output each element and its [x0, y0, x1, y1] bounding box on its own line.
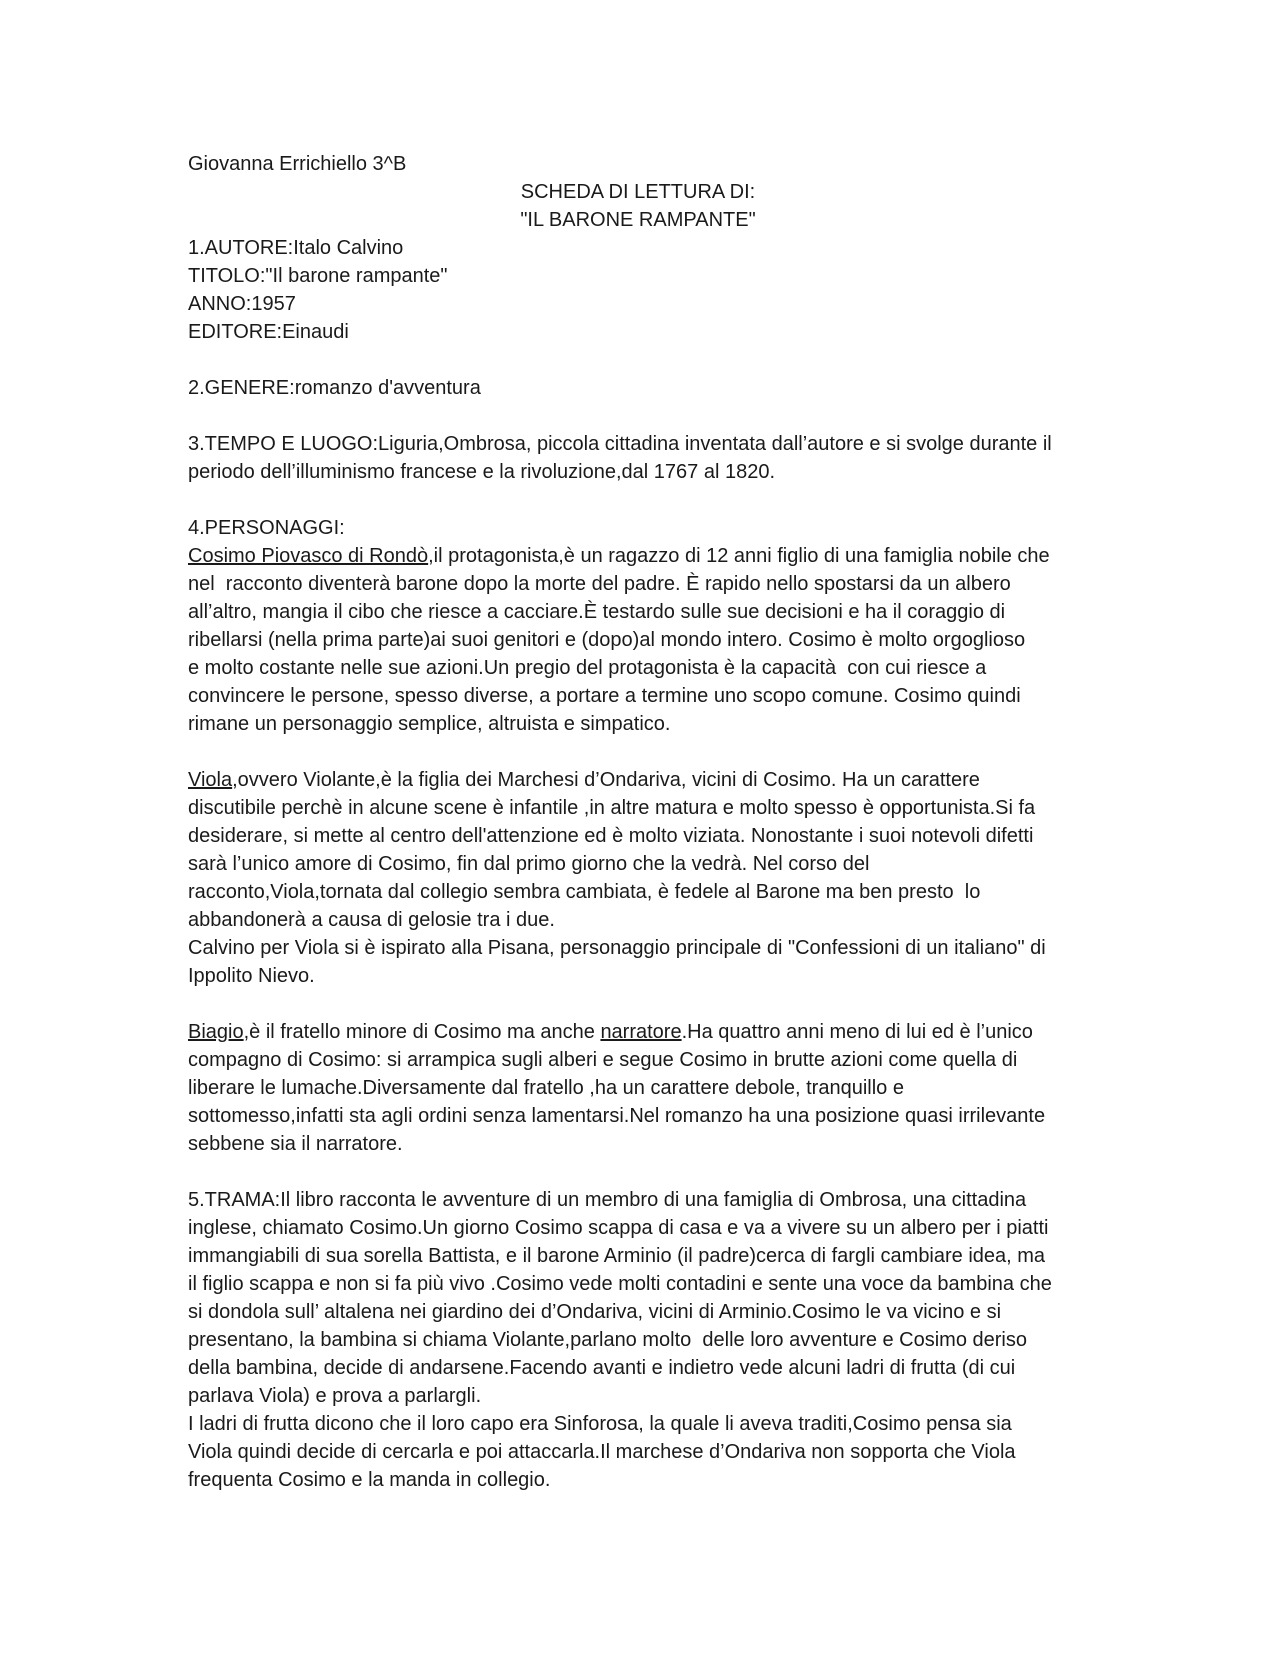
- paragraph-line: racconto,Viola,tornata dal collegio sembra cambiata, è fedele al Barone ma ben presto lo: [188, 881, 981, 903]
- paragraph-line: [188, 766, 1088, 794]
- paragraph-line: Calvino per Viola si è ispirato alla Pisana, personaggio principale di "Confessioni di un italiano" di: [188, 937, 1046, 959]
- character-name-viola: Viola: [188, 769, 233, 791]
- spacer: [188, 990, 1088, 1018]
- paragraph-line: discutibile perchè in alcune scene è infantile ,in altre matura e molto spesso è opportunista.Si fa: [188, 797, 1036, 819]
- paragraph-line: ribellarsi (nella prima parte)ai suoi genitori e (dopo)al mondo intero. Cosimo è molto orgoglioso: [188, 629, 1026, 651]
- narratore-word: narratore: [600, 1021, 682, 1043]
- autore-line: 1.AUTORE:Italo Calvino: [188, 237, 404, 259]
- section-trama: [188, 1186, 1088, 1494]
- spacer: [188, 486, 1088, 514]
- paragraph-line: periodo dell’illuminismo francese e la rivoluzione,dal 1767 al 1820.: [188, 461, 776, 483]
- paragraph-line: della bambina, decide di andarsene.Facendo avanti e indietro vede alcuni ladri di frutta (di cui: [188, 1357, 1016, 1379]
- paragraph-line: inglese, chiamato Cosimo.Un giorno Cosimo scappa di casa e va a vivere su un albero per i piatti: [188, 1217, 1049, 1239]
- paragraph-line: il figlio scappa e non si fa più vivo .Cosimo vede molti contadini e sente una voce da bambina che: [188, 1273, 1052, 1295]
- titolo-line: TITOLO:"Il barone rampante": [188, 265, 448, 287]
- section-tempo-luogo: [188, 430, 1088, 486]
- section-personaggi: [188, 514, 1088, 1158]
- paragraph-line: Ippolito Nievo.: [188, 965, 315, 987]
- title-line-2: "IL BARONE RAMPANTE": [520, 209, 756, 231]
- paragraph-line: liberare le lumache.Diversamente dal fratello ,ha un carattere debole, tranquillo e: [188, 1077, 904, 1099]
- paragraph-line: sottomesso,infatti sta agli ordini senza lamentarsi.Nel romanzo ha una posizione quasi irrilevante: [188, 1105, 1046, 1127]
- personaggi-heading: 4.PERSONAGGI:: [188, 517, 345, 539]
- paragraph-line: immangiabili di sua sorella Battista, e il barone Arminio (il padre)cerca di fargli cambiare idea, ma: [188, 1245, 1046, 1267]
- section-info: [188, 234, 1088, 346]
- character-name-cosimo: Cosimo Piovasco di Rondò: [188, 545, 429, 567]
- character-name-biagio: Biagio: [188, 1021, 244, 1043]
- paragraph-line: I ladri di frutta dicono che il loro capo era Sinforosa, la quale li aveva traditi,Cosimo pensa sia: [188, 1413, 1012, 1435]
- paragraph-line: desiderare, si mette al centro dell'attenzione ed è molto viziata. Nonostante i suoi notevoli difetti: [188, 825, 1034, 847]
- genere-line: 2.GENERE:romanzo d'avventura: [188, 377, 481, 399]
- paragraph-line: convincere le persone, spesso diverse, a portare a termine uno scopo comune. Cosimo quindi: [188, 685, 1021, 707]
- paragraph-line: sarà l’unico amore di Cosimo, fin dal primo giorno che la vedrà. Nel corso del: [188, 853, 870, 875]
- paragraph-line: all’altro, mangia il cibo che riesce a cacciare.È testardo sulle sue decisioni e ha il coraggio di: [188, 601, 1006, 623]
- paragraph-line: frequenta Cosimo e la manda in collegio.: [188, 1469, 551, 1491]
- paragraph-line: 3.TEMPO E LUOGO:Liguria,Ombrosa, piccola cittadina inventata dall’autore e si svolge durante il: [188, 433, 1052, 455]
- author-line: Giovanna Errichiello 3^B: [188, 153, 407, 175]
- title-line-1: SCHEDA DI LETTURA DI:: [520, 181, 756, 203]
- paragraph-text: .Ha quattro anni meno di lui ed è l’unico: [681, 1021, 1033, 1043]
- spacer: [188, 402, 1088, 430]
- paragraph-line: sebbene sia il narratore.: [188, 1133, 403, 1155]
- editore-line: EDITORE:Einaudi: [188, 321, 349, 343]
- document-title: [188, 178, 1088, 234]
- paragraph-line: 5.TRAMA:Il libro racconta le avventure di un membro di una famiglia di Ombrosa, una cittadina: [188, 1189, 1027, 1211]
- document-page: [188, 150, 1088, 1494]
- paragraph-line: e molto costante nelle sue azioni.Un pregio del protagonista è la capacità con cui riesce a: [188, 657, 987, 679]
- paragraph-line: presentano, la bambina si chiama Violante,parlano molto delle loro avventure e Cosimo deriso: [188, 1329, 1027, 1351]
- paragraph-line: [188, 1018, 1088, 1046]
- character-viola: [188, 766, 1088, 990]
- paragraph-line: si dondola sull’ altalena nei giardino dei d’Ondariva, vicini di Arminio.Cosimo le va vicino e si: [188, 1301, 1002, 1323]
- character-cosimo: [188, 542, 1088, 738]
- paragraph-line: rimane un personaggio semplice, altruista e simpatico.: [188, 713, 671, 735]
- paragraph-text: ,è il fratello minore di Cosimo ma anche: [243, 1021, 601, 1043]
- paragraph-line: Viola quindi decide di cercarla e poi attaccarla.Il marchese d’Ondariva non sopporta che Viola: [188, 1441, 1016, 1463]
- spacer: [188, 346, 1088, 374]
- paragraph-line: [188, 542, 1088, 570]
- paragraph-line: parlava Viola) e prova a parlargli.: [188, 1385, 482, 1407]
- paragraph-text: ,ovvero Violante,è la figlia dei Marchesi d’Ondariva, vicini di Cosimo. Ha un carattere: [232, 769, 980, 791]
- anno-line: ANNO:1957: [188, 293, 296, 315]
- character-biagio: [188, 1018, 1088, 1158]
- paragraph-text: ,il protagonista,è un ragazzo di 12 anni figlio di una famiglia nobile che: [428, 545, 1050, 567]
- paragraph-line: compagno di Cosimo: si arrampica sugli alberi e segue Cosimo in brutte azioni come quella di: [188, 1049, 1018, 1071]
- spacer: [188, 1158, 1088, 1186]
- paragraph-line: nel racconto diventerà barone dopo la morte del padre. È rapido nello spostarsi da un albero: [188, 573, 1011, 595]
- paragraph-line: abbandonerà a causa di gelosie tra i due.: [188, 909, 555, 931]
- spacer: [188, 738, 1088, 766]
